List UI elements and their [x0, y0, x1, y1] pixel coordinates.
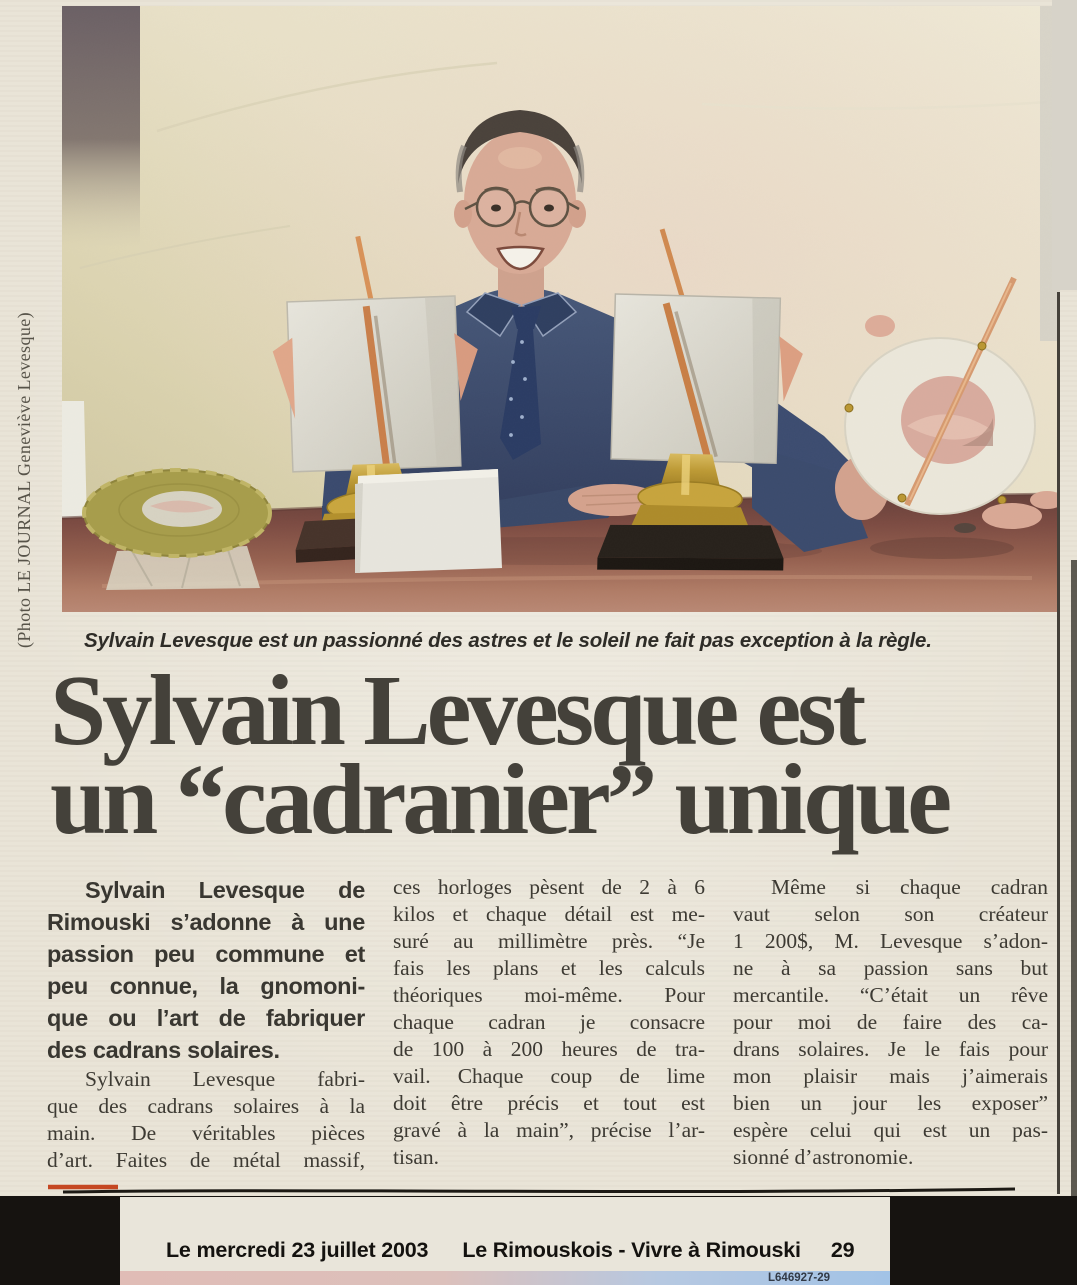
article-line: suré au millimètre près. “Je	[393, 929, 705, 953]
article-line: kilos et chaque détail est me-	[393, 902, 705, 926]
article-column-1	[47, 874, 365, 1174]
headline-line-2: un “cadranier” unique	[50, 743, 949, 855]
edition-code: L646927-29	[768, 1272, 831, 1284]
photo-caption: Sylvain Levesque est un passionné des astres et le soleil ne fait pas exception à la règle.	[84, 629, 932, 652]
footer-page-number: 29	[830, 1238, 855, 1262]
article-line: ne à sa passion sans but	[733, 956, 1048, 980]
scan-edge-shadow	[1071, 560, 1077, 1197]
next-page-header-strip	[120, 1197, 890, 1271]
fingers	[982, 503, 1042, 529]
article-line: que ou l’art de fabriquer	[47, 1005, 365, 1031]
article-line: espère celui qui est un pas-	[733, 1118, 1048, 1142]
black-base	[597, 521, 784, 563]
photo-top-right-margin	[1052, 0, 1077, 290]
article-line: gravé à la main”, précise l’ar-	[393, 1118, 705, 1142]
lead-paragraph	[47, 874, 365, 1066]
article-line: théoriques moi-même. Pour	[393, 983, 705, 1007]
footer-date: Le mercredi 23 juillet 2003	[166, 1238, 429, 1262]
page-footer	[120, 1238, 890, 1263]
article-line: Sylvain Levesque de	[85, 877, 365, 903]
article-line: main. De véritables pièces	[47, 1121, 365, 1145]
article-line: chaque cadran je consacre	[393, 1010, 705, 1034]
article-line: bien un jour les exposer”	[733, 1091, 1048, 1115]
article-line: doit être précis et tout est	[393, 1091, 705, 1115]
body-paragraph	[393, 874, 705, 1171]
headline	[50, 654, 1062, 855]
article-line: mon plaisir mais j’aimerais	[733, 1064, 1048, 1088]
article-line: vaut selon son créateur	[733, 902, 1048, 926]
body-paragraph	[733, 874, 1048, 1171]
news-photo	[62, 6, 1060, 612]
article-line: Sylvain Levesque fabri-	[85, 1067, 365, 1091]
page-crease-line	[0, 1180, 1077, 1197]
photo-illustration	[62, 6, 1060, 612]
masthead-color-strip	[120, 1271, 890, 1285]
article-line: Rimouski s’adonne à une	[47, 909, 365, 935]
article-line: d’art. Faites de métal massif,	[47, 1148, 365, 1172]
photo-credit: (Photo LE JOURNAL Geneviève Levesque)	[14, 311, 34, 648]
article-line: de 100 à 200 heures de tra-	[393, 1037, 705, 1061]
doorway-shadow	[62, 6, 140, 248]
article-line: vail. Chaque coup de lime	[393, 1064, 705, 1088]
white-card	[355, 469, 502, 573]
article-line: peu connue, la gnomoni-	[47, 973, 365, 999]
scan-background	[0, 1196, 1077, 1285]
article-line: pour moi de faire des ca-	[733, 1010, 1048, 1034]
column-rule	[1057, 292, 1060, 1194]
article-line: mercantile. “C’était un rêve	[733, 983, 1048, 1007]
article-line: passion peu commune et	[47, 941, 365, 967]
article-line: drans solaires. Je le fais pour	[733, 1037, 1048, 1061]
body-paragraph	[47, 1066, 365, 1174]
article-line: 1 200$, M. Levesque s’adon-	[733, 929, 1048, 953]
article-column-2	[393, 874, 705, 1171]
article-line: que des cadrans solaires à la	[47, 1094, 365, 1118]
article-line: tisan.	[393, 1145, 439, 1169]
finger	[865, 315, 895, 337]
article-line: ces horloges pèsent de 2 à 6	[393, 875, 705, 899]
brass-disc	[84, 470, 270, 590]
footer-publication: Le Rimouskois - Vivre à Rimouski	[462, 1238, 801, 1262]
article-line: Même si chaque cadran	[771, 875, 1048, 899]
article-line: des cadrans solaires.	[47, 1037, 280, 1063]
article-line: sionné d’astronomie.	[733, 1145, 914, 1169]
article-line: fais les plans et les calculs	[393, 956, 705, 980]
article-column-3	[733, 874, 1048, 1171]
headline-line-1: Sylvain Levesque est	[50, 654, 863, 766]
